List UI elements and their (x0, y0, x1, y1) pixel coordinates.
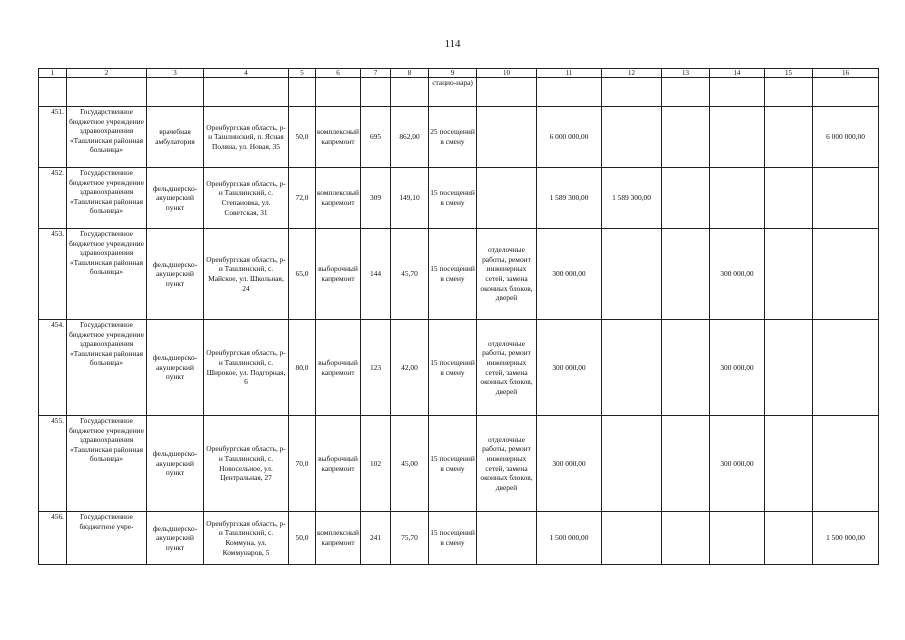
value-cell: 241 (361, 512, 391, 565)
value-cell: 123 (361, 320, 391, 416)
capacity-cell: 15 посещений в смену (429, 416, 477, 512)
amount-cell (765, 168, 813, 229)
table-cell (391, 78, 429, 107)
table-cell (204, 78, 289, 107)
institution-cell: Государственное бюджетное учре- (67, 512, 147, 565)
amount-cell (710, 168, 765, 229)
value-cell: 144 (361, 229, 391, 320)
facility-type-cell: фельдшерско-акушерский пункт (147, 512, 204, 565)
column-number: 4 (204, 69, 289, 78)
table-cell (710, 78, 765, 107)
repair-type-cell: комплексный капремонт (316, 107, 361, 168)
amount-cell (813, 168, 879, 229)
table-cell (147, 78, 204, 107)
column-number: 5 (289, 69, 316, 78)
amount-cell (662, 107, 710, 168)
table-cell (813, 78, 879, 107)
table-row (39, 320, 879, 416)
amount-cell (710, 512, 765, 565)
repair-type-cell: выборочный капремонт (316, 229, 361, 320)
capacity-cell: 15 посещений в смену (429, 320, 477, 416)
amount-cell: 300 000,00 (537, 416, 602, 512)
address-cell: Оренбургская область, р-н Ташлинский, п. Ясная Поляна, ул. Новая, 35 (204, 107, 289, 168)
value-cell: 149,10 (391, 168, 429, 229)
amount-cell (662, 512, 710, 565)
amount-cell (765, 320, 813, 416)
amount-cell (765, 107, 813, 168)
table-body (39, 69, 879, 565)
amount-cell: 6 000 000,00 (813, 107, 879, 168)
column-number: 15 (765, 69, 813, 78)
continuation-row (39, 78, 879, 107)
amount-cell (813, 320, 879, 416)
works-cell (477, 168, 537, 229)
value-cell: 45,00 (391, 416, 429, 512)
works-cell (477, 512, 537, 565)
capacity-cell: 15 посещений в смену (429, 168, 477, 229)
facility-type-cell: фельдшерско-акушерский пункт (147, 229, 204, 320)
amount-cell: 300 000,00 (710, 320, 765, 416)
column-number-row (39, 69, 879, 78)
row-number-cell: 453. (39, 229, 67, 320)
amount-cell (662, 168, 710, 229)
data-table (38, 68, 879, 565)
value-cell: 45,70 (391, 229, 429, 320)
table-cell (765, 78, 813, 107)
address-cell: Оренбургская область, р-н Ташлинский, с. Коммуна, ул. Коммунаров, 5 (204, 512, 289, 565)
value-cell: 42,00 (391, 320, 429, 416)
address-cell: Оренбургская область, р-н Ташлинский, с. Майское, ул. Школьная, 24 (204, 229, 289, 320)
table-cell (602, 78, 662, 107)
table-row (39, 229, 879, 320)
table-cell (361, 78, 391, 107)
capacity-cell: 15 посещений в смену (429, 229, 477, 320)
column-number: 8 (391, 69, 429, 78)
amount-cell (813, 416, 879, 512)
institution-cell: Государственное бюджетное учреждение здравоохранения «Ташлинская районная больница» (67, 229, 147, 320)
address-cell: Оренбургская область, р-н Ташлинский, с. Степановка, ул. Советская, 31 (204, 168, 289, 229)
institution-cell: Государственное бюджетное учреждение здравоохранения «Ташлинская районная больница» (67, 416, 147, 512)
amount-cell (662, 229, 710, 320)
repair-type-cell: комплексный капремонт (316, 512, 361, 565)
value-cell: 309 (361, 168, 391, 229)
amount-cell: 300 000,00 (710, 229, 765, 320)
amount-cell (813, 229, 879, 320)
column-number: 2 (67, 69, 147, 78)
amount-cell (602, 320, 662, 416)
amount-cell (710, 107, 765, 168)
area-cell: 65,0 (289, 229, 316, 320)
institution-cell: Государственное бюджетное учреждение здравоохранения «Ташлинская районная больница» (67, 320, 147, 416)
works-cell: отделочные работы, ремонт инженерных сетей, замена оконных блоков, дверей (477, 416, 537, 512)
table-row (39, 416, 879, 512)
row-number-cell: 452. (39, 168, 67, 229)
row-number-cell: 451. (39, 107, 67, 168)
column-number: 10 (477, 69, 537, 78)
amount-cell: 1 500 000,00 (813, 512, 879, 565)
amount-cell (662, 320, 710, 416)
column-number: 14 (710, 69, 765, 78)
amount-cell (602, 107, 662, 168)
amount-cell (765, 512, 813, 565)
amount-cell: 300 000,00 (710, 416, 765, 512)
capacity-cell: стацио-нара) (429, 78, 477, 107)
table-cell (289, 78, 316, 107)
row-number-cell: 456. (39, 512, 67, 565)
amount-cell: 6 000 000,00 (537, 107, 602, 168)
table-row (39, 107, 879, 168)
table-row (39, 168, 879, 229)
column-number: 13 (662, 69, 710, 78)
column-number: 3 (147, 69, 204, 78)
area-cell: 72,0 (289, 168, 316, 229)
address-cell: Оренбургская область, р-н Ташлинский, с. Широкое, ул. Подгорная, 6 (204, 320, 289, 416)
amount-cell: 1 500 000,00 (537, 512, 602, 565)
column-number: 6 (316, 69, 361, 78)
address-cell: Оренбургская область, р-н Ташлинский, с. Новосельное, ул. Центральная, 27 (204, 416, 289, 512)
table-row (39, 512, 879, 565)
table-cell (537, 78, 602, 107)
institution-cell: Государственное бюджетное учреждение здравоохранения «Ташлинская районная больница» (67, 107, 147, 168)
row-number-cell: 455. (39, 416, 67, 512)
column-number: 9 (429, 69, 477, 78)
value-cell: 862,00 (391, 107, 429, 168)
row-number-cell: 454. (39, 320, 67, 416)
table-cell (316, 78, 361, 107)
amount-cell (602, 416, 662, 512)
amount-cell: 1 589 300,00 (602, 168, 662, 229)
amount-cell (662, 416, 710, 512)
column-number: 11 (537, 69, 602, 78)
facility-type-cell: фельдшерско-акушерский пункт (147, 320, 204, 416)
column-number: 12 (602, 69, 662, 78)
area-cell: 50,0 (289, 512, 316, 565)
institution-cell: Государственное бюджетное учреждение здравоохранения «Ташлинская районная больница» (67, 168, 147, 229)
column-number: 7 (361, 69, 391, 78)
page-number: 114 (444, 38, 461, 50)
works-cell (477, 107, 537, 168)
column-number: 1 (39, 69, 67, 78)
amount-cell (602, 229, 662, 320)
value-cell: 75,70 (391, 512, 429, 565)
amount-cell (765, 416, 813, 512)
capacity-cell: 25 посещений в смену (429, 107, 477, 168)
table-cell (39, 78, 67, 107)
works-cell: отделочные работы, ремонт инженерных сетей, замена оконных блоков, дверей (477, 320, 537, 416)
table-cell (477, 78, 537, 107)
repair-type-cell: выборочный капремонт (316, 416, 361, 512)
amount-cell (602, 512, 662, 565)
area-cell: 80,0 (289, 320, 316, 416)
amount-cell (765, 229, 813, 320)
value-cell: 695 (361, 107, 391, 168)
capacity-cell: 15 посещений в смену (429, 512, 477, 565)
works-cell: отделочные работы, ремонт инженерных сетей, замена оконных блоков, дверей (477, 229, 537, 320)
value-cell: 102 (361, 416, 391, 512)
facility-type-cell: фельдшерско-акушерский пункт (147, 416, 204, 512)
table-cell (67, 78, 147, 107)
amount-cell: 300 000,00 (537, 320, 602, 416)
column-number: 16 (813, 69, 879, 78)
facility-type-cell: фельдшерско-акушерский пункт (147, 168, 204, 229)
amount-cell: 300 000,00 (537, 229, 602, 320)
amount-cell: 1 589 300,00 (537, 168, 602, 229)
repair-type-cell: выборочный капремонт (316, 320, 361, 416)
table-cell (662, 78, 710, 107)
facility-type-cell: врачебная амбулатория (147, 107, 204, 168)
area-cell: 70,0 (289, 416, 316, 512)
repair-type-cell: комплексный капремонт (316, 168, 361, 229)
area-cell: 50,0 (289, 107, 316, 168)
